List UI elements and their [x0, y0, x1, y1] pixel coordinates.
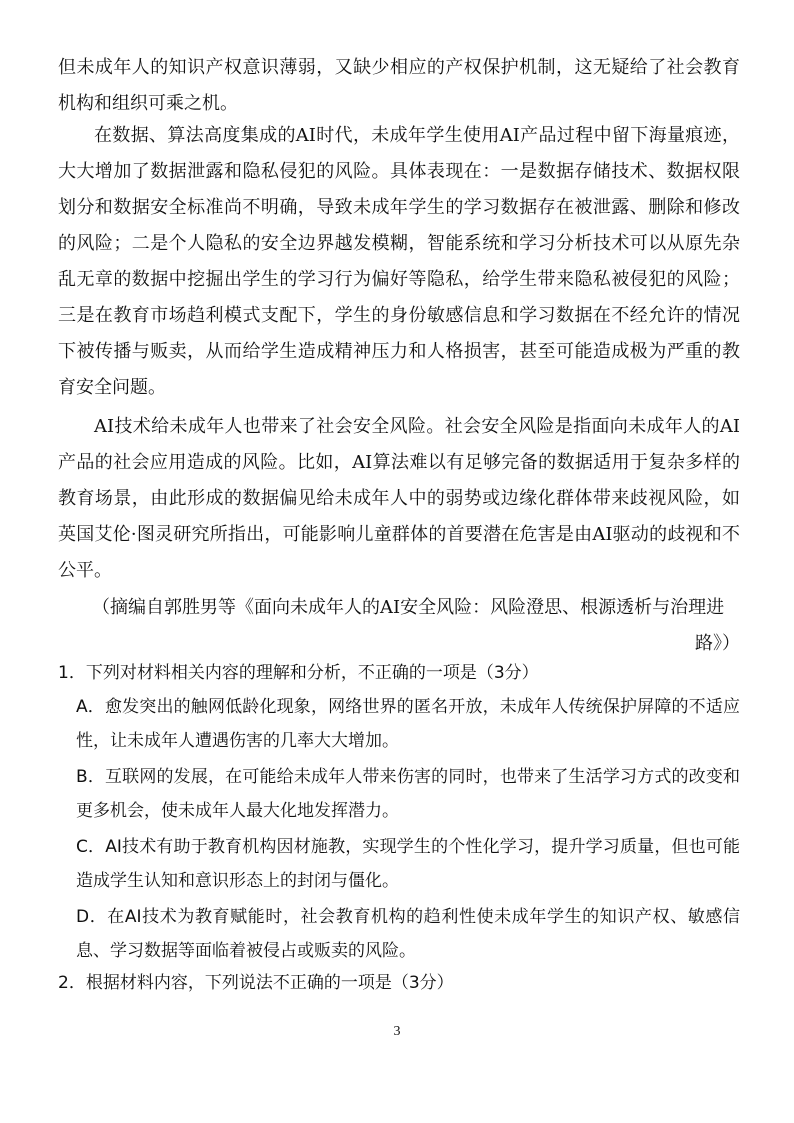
- option-b: B．互联网的发展，在可能给未成年人带来伤害的同时，也带来了生活学习方式的改变和更多机会，使未成年人最大化地发挥潜力。: [76, 767, 740, 821]
- source-citation: [92, 590, 740, 662]
- page-number: 3: [393, 1024, 401, 1039]
- question-1-stem: 1．下列对材料相关内容的理解和分析，不正确的一项是（3分）: [58, 663, 539, 683]
- source-citation-main: （摘编自郭胜男等《面向未成年人的AI安全风险：风险澄思、根源透析与治理进: [92, 597, 725, 618]
- passage-paragraph-1: 但未成年人的知识产权意识薄弱，又缺少相应的产权保护机制，这无疑给了社会教育机构和组织可乘之机。: [58, 57, 740, 114]
- option-c: C．AI技术有助于教育机构因材施教，实现学生的个性化学习，提升学习质量，但也可能造成学生认知和意识形态上的封闭与僵化。: [76, 837, 740, 891]
- source-citation-tail: 路》）: [695, 633, 740, 654]
- question-2-stem: 2．根据材料内容，下列说法不正确的一项是（3分）: [58, 973, 454, 993]
- option-d: D．在AI技术为教育赋能时，社会教育机构的趋利性使未成年学生的知识产权、敏感信息、学习数据等面临着被侵占或贩卖的风险。: [76, 907, 740, 961]
- option-a: A．愈发突出的触网低龄化现象，网络世界的匿名开放，未成年人传统保护屏障的不适应性，让未成年人遭遇伤害的几率大大增加。: [76, 697, 740, 751]
- passage-paragraph-3: AI技术给未成年人也带来了社会安全风险。社会安全风险是指面向未成年人的AI产品的社会应用造成的风险。比如，AI算法难以有足够完备的数据适用于复杂多样的教育场景，由此形成的数据偏见给未成年人中的弱势或边缘化群体带来歧视风险，如英国艾伦·图灵研究所指出，可能影响儿童群体的首要潜在危害是由AI驱动的歧视和不公平。: [58, 416, 740, 581]
- question-1-options: [76, 690, 740, 970]
- passage-paragraph-2: 在数据、算法高度集成的AI时代，未成年学生使用AI产品过程中留下海量痕迹，大大增加了数据泄露和隐私侵犯的风险。具体表现在：一是数据存储技术、数据权限划分和数据安全标准尚不明确，导致未成年学生的学习数据存在被泄露、删除和修改的风险；二是个人隐私的安全边界越发模糊，智能系统和学习分析技术可以从原先杂乱无章的数据中挖掘出学生的学习行为偏好等隐私，给学生带来隐私被侵犯的风险；三是在教育市场趋利模式支配下，学生的身份敏感信息和学习数据在不经允许的情况下被传播与贩卖，从而给学生造成精神压力和人格损害，甚至可能造成极为严重的教育安全问题。: [58, 125, 740, 398]
